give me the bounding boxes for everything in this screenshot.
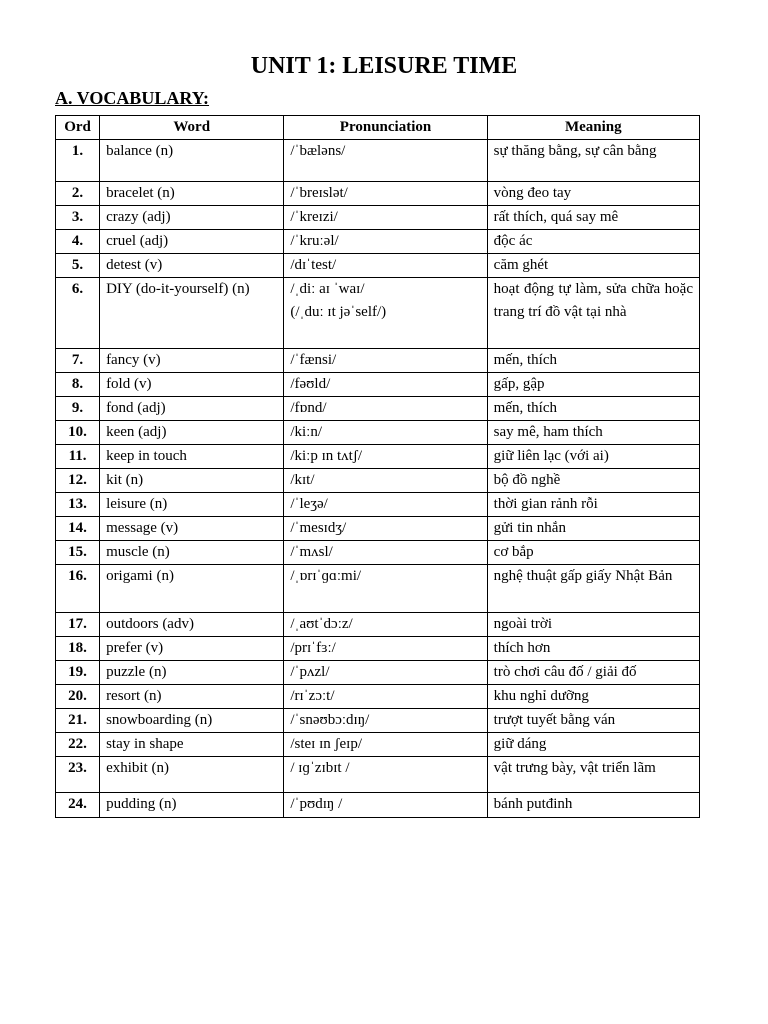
column-header-word: Word bbox=[100, 116, 284, 140]
table-row bbox=[56, 397, 700, 421]
ord-cell: 6. bbox=[56, 278, 100, 349]
pronunciation-cell: /ˈkruːəl/ bbox=[284, 230, 487, 254]
ord-cell: 24. bbox=[56, 793, 100, 818]
ord-cell: 15. bbox=[56, 541, 100, 565]
word-cell: pudding (n) bbox=[100, 793, 284, 818]
meaning-cell: mến, thích bbox=[487, 349, 699, 373]
table-row bbox=[56, 757, 700, 793]
pronunciation-cell: /ˈbreɪslət/ bbox=[284, 182, 487, 206]
meaning-cell: mến, thích bbox=[487, 397, 699, 421]
table-row bbox=[56, 182, 700, 206]
word-cell: keen (adj) bbox=[100, 421, 284, 445]
ord-cell: 12. bbox=[56, 469, 100, 493]
table-row bbox=[56, 493, 700, 517]
ord-cell: 1. bbox=[56, 140, 100, 182]
pronunciation-cell: /ˈbæləns/ bbox=[284, 140, 487, 182]
meaning-cell: trò chơi câu đố / giải đố bbox=[487, 661, 699, 685]
ord-cell: 21. bbox=[56, 709, 100, 733]
meaning-cell: bộ đồ nghề bbox=[487, 469, 699, 493]
meaning-cell: căm ghét bbox=[487, 254, 699, 278]
word-cell: crazy (adj) bbox=[100, 206, 284, 230]
ord-cell: 14. bbox=[56, 517, 100, 541]
table-row bbox=[56, 709, 700, 733]
pronunciation-cell: /steɪ ɪn ʃeɪp/ bbox=[284, 733, 487, 757]
ord-cell: 3. bbox=[56, 206, 100, 230]
table-row bbox=[56, 140, 700, 182]
meaning-cell: độc ác bbox=[487, 230, 699, 254]
ord-cell: 5. bbox=[56, 254, 100, 278]
table-row bbox=[56, 421, 700, 445]
word-cell: outdoors (adv) bbox=[100, 613, 284, 637]
word-cell: leisure (n) bbox=[100, 493, 284, 517]
meaning-cell: say mê, ham thích bbox=[487, 421, 699, 445]
ord-cell: 8. bbox=[56, 373, 100, 397]
column-header-pronunciation: Pronunciation bbox=[284, 116, 487, 140]
ord-cell: 23. bbox=[56, 757, 100, 793]
word-cell: origami (n) bbox=[100, 565, 284, 613]
word-cell: exhibit (n) bbox=[100, 757, 284, 793]
word-cell: resort (n) bbox=[100, 685, 284, 709]
pronunciation-alt-line: (/ˌduː ɪt jəˈself/) bbox=[290, 304, 387, 320]
table-row bbox=[56, 685, 700, 709]
table-row bbox=[56, 733, 700, 757]
ord-cell: 10. bbox=[56, 421, 100, 445]
meaning-cell: hoạt động tự làm, sửa chữa hoặc trang trí đồ vật tại nhà bbox=[487, 278, 699, 349]
meaning-cell: bánh putđinh bbox=[487, 793, 699, 818]
word-cell: stay in shape bbox=[100, 733, 284, 757]
ord-cell: 4. bbox=[56, 230, 100, 254]
pronunciation-cell: /ˈleʒə/ bbox=[284, 493, 487, 517]
word-cell: balance (n) bbox=[100, 140, 284, 182]
pronunciation-cell bbox=[284, 278, 487, 349]
meaning-cell: khu nghỉ dưỡng bbox=[487, 685, 699, 709]
meaning-cell: giữ liên lạc (với ai) bbox=[487, 445, 699, 469]
meaning-cell: sự thăng bằng, sự cân bằng bbox=[487, 140, 699, 182]
word-cell: fold (v) bbox=[100, 373, 284, 397]
pronunciation-cell: /ˈmʌsl/ bbox=[284, 541, 487, 565]
ord-cell: 2. bbox=[56, 182, 100, 206]
word-cell: prefer (v) bbox=[100, 637, 284, 661]
pronunciation-line: /ˌdiː aɪ ˈwaɪ/ bbox=[290, 281, 365, 297]
table-row bbox=[56, 230, 700, 254]
pronunciation-cell: /kiːp ɪn tʌtʃ/ bbox=[284, 445, 487, 469]
table-row bbox=[56, 565, 700, 613]
pronunciation-cell: /ˈfænsi/ bbox=[284, 349, 487, 373]
pronunciation-cell: /kiːn/ bbox=[284, 421, 487, 445]
table-row bbox=[56, 637, 700, 661]
meaning-cell: rất thích, quá say mê bbox=[487, 206, 699, 230]
word-cell: puzzle (n) bbox=[100, 661, 284, 685]
pronunciation-cell: /ˈsnəʊbɔːdɪŋ/ bbox=[284, 709, 487, 733]
meaning-cell: thời gian rảnh rỗi bbox=[487, 493, 699, 517]
pronunciation-cell: /ˈpʊdɪŋ / bbox=[284, 793, 487, 818]
ord-cell: 7. bbox=[56, 349, 100, 373]
table-header-row bbox=[56, 116, 700, 140]
word-cell: snowboarding (n) bbox=[100, 709, 284, 733]
pronunciation-cell: /dɪˈtest/ bbox=[284, 254, 487, 278]
section-heading: A. VOCABULARY: bbox=[55, 88, 210, 108]
pronunciation-cell: /ˈpʌzl/ bbox=[284, 661, 487, 685]
meaning-cell: vòng đeo tay bbox=[487, 182, 699, 206]
table-row bbox=[56, 445, 700, 469]
ord-cell: 22. bbox=[56, 733, 100, 757]
pronunciation-cell: /fɒnd/ bbox=[284, 397, 487, 421]
word-cell: keep in touch bbox=[100, 445, 284, 469]
table-row bbox=[56, 793, 700, 818]
word-cell: fond (adj) bbox=[100, 397, 284, 421]
table-row bbox=[56, 469, 700, 493]
meaning-cell: gửi tin nhắn bbox=[487, 517, 699, 541]
word-cell: kit (n) bbox=[100, 469, 284, 493]
table-row bbox=[56, 373, 700, 397]
pronunciation-cell: /prɪˈfɜː/ bbox=[284, 637, 487, 661]
word-cell: fancy (v) bbox=[100, 349, 284, 373]
pronunciation-cell: /ˌaʊtˈdɔːz/ bbox=[284, 613, 487, 637]
pronunciation-cell: /fəʊld/ bbox=[284, 373, 487, 397]
table-row bbox=[56, 254, 700, 278]
table-row bbox=[56, 541, 700, 565]
table-row bbox=[56, 206, 700, 230]
ord-cell: 17. bbox=[56, 613, 100, 637]
pronunciation-cell: /rɪˈzɔːt/ bbox=[284, 685, 487, 709]
pronunciation-cell: /ˌɒrɪˈɡɑːmi/ bbox=[284, 565, 487, 613]
table-row bbox=[56, 349, 700, 373]
table-row bbox=[56, 661, 700, 685]
pronunciation-cell: /kɪt/ bbox=[284, 469, 487, 493]
column-header-meaning: Meaning bbox=[487, 116, 699, 140]
table-row bbox=[56, 613, 700, 637]
vocabulary-table bbox=[55, 115, 700, 818]
ord-cell: 18. bbox=[56, 637, 100, 661]
ord-cell: 9. bbox=[56, 397, 100, 421]
column-header-ord: Ord bbox=[56, 116, 100, 140]
ord-cell: 20. bbox=[56, 685, 100, 709]
word-cell: cruel (adj) bbox=[100, 230, 284, 254]
meaning-cell: ngoài trời bbox=[487, 613, 699, 637]
meaning-cell: thích hơn bbox=[487, 637, 699, 661]
meaning-cell: gấp, gập bbox=[487, 373, 699, 397]
meaning-cell: trượt tuyết bằng ván bbox=[487, 709, 699, 733]
pronunciation-cell: /ˈkreɪzi/ bbox=[284, 206, 487, 230]
word-cell: bracelet (n) bbox=[100, 182, 284, 206]
table-row bbox=[56, 278, 700, 349]
pronunciation-cell: / ɪɡˈzɪbɪt / bbox=[284, 757, 487, 793]
meaning-cell: nghệ thuật gấp giấy Nhật Bản bbox=[487, 565, 699, 613]
word-cell: message (v) bbox=[100, 517, 284, 541]
page-title: UNIT 1: LEISURE TIME bbox=[250, 53, 518, 79]
word-cell: DIY (do-it-yourself) (n) bbox=[100, 278, 284, 349]
ord-cell: 13. bbox=[56, 493, 100, 517]
pronunciation-cell: /ˈmesɪdʒ/ bbox=[284, 517, 487, 541]
meaning-cell: vật trưng bày, vật triển lãm bbox=[487, 757, 699, 793]
ord-cell: 11. bbox=[56, 445, 100, 469]
table-row bbox=[56, 517, 700, 541]
meaning-cell: cơ bắp bbox=[487, 541, 699, 565]
meaning-cell: giữ dáng bbox=[487, 733, 699, 757]
ord-cell: 16. bbox=[56, 565, 100, 613]
word-cell: muscle (n) bbox=[100, 541, 284, 565]
word-cell: detest (v) bbox=[100, 254, 284, 278]
ord-cell: 19. bbox=[56, 661, 100, 685]
